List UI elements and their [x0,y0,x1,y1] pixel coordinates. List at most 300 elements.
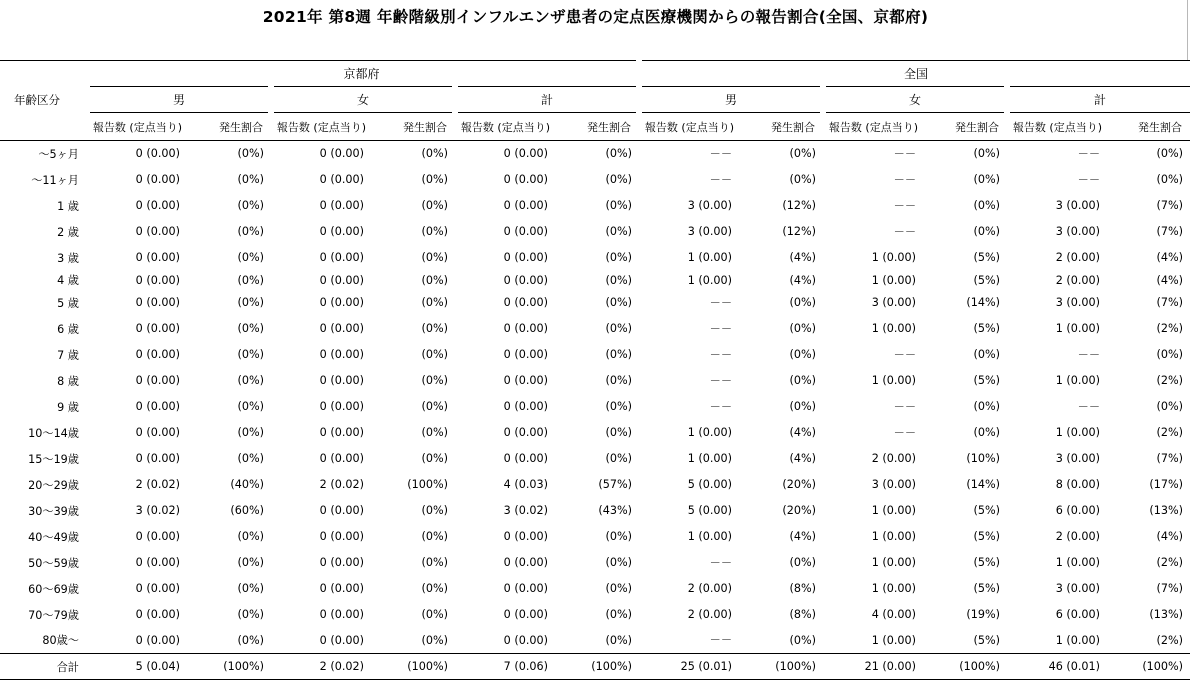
age-col-spacer [0,113,87,141]
report-count-cell: 0 (0.00) [135,556,180,569]
ratio-cell: (0%) [237,608,264,621]
ratio-cell: (19%) [966,608,1001,621]
report-count-cell: 0 (0.00) [503,530,548,543]
ratio-cell: (0%) [605,582,633,595]
table-row [0,193,1190,219]
ratio-cell: (100%) [1104,654,1190,680]
report-count-cell: 2 (0.02) [135,478,180,491]
report-count-cell: 1 (0.00) [871,273,917,287]
ratio-cell: (0%) [421,582,448,595]
report-count-cell: 1 (0.00) [871,582,917,595]
report-count-cell: 0 (0.00) [319,426,364,439]
report-count-cell: 0 (0.00) [503,556,548,569]
report-count-cell: 8 (0.00) [1055,478,1101,491]
report-count-cell: －－ [709,556,733,570]
ratio-cell: (0%) [237,322,264,335]
report-count-cell: 0 (0.00) [319,452,364,465]
report-count-cell: －－ [893,147,917,161]
report-count-cell: 1 (0.00) [871,530,917,543]
ratio-cell: (7%) [1156,582,1184,595]
ratio-cell: (20%) [782,478,817,491]
ratio-cell: (0%) [237,225,264,238]
ratio-cell: (0%) [605,225,633,238]
ratio-cell: (2%) [1156,426,1184,439]
ratio-cell: (0%) [973,225,1001,238]
table-row [0,141,1190,167]
national-female-header: 女 [823,87,1007,113]
age-group-label: 10〜14歳 [28,426,79,440]
ratio-cell: (4%) [789,452,817,465]
table-row [0,167,1190,193]
report-count-cell: 1 (0.00) [871,322,917,335]
ratio-col-header: 発生割合 [736,113,823,141]
ratio-cell: (0%) [421,147,448,161]
report-count-cell: 0 (0.00) [503,608,548,621]
report-count-cell: 0 (0.00) [319,199,364,212]
report-count-cell: 1 (0.00) [1055,426,1101,439]
report-count-cell: 3 (0.00) [687,199,733,212]
ratio-cell: (100%) [368,654,455,680]
report-count-cell: －－ [709,400,733,414]
report-count-cell: 0 (0.00) [319,173,364,186]
report-count-cell: －－ [893,400,917,414]
ratio-cell: (0%) [605,608,633,621]
ratio-cell: (0%) [237,633,264,647]
ratio-cell: (2%) [1156,556,1184,569]
ratio-cell: (0%) [237,273,264,287]
ratio-cell: (0%) [789,147,817,161]
frame-divider [1187,0,1188,60]
kyoto-male-header: 男 [87,87,271,113]
report-count-cell: －－ [709,348,733,362]
report-count-cell: 0 (0.00) [135,173,180,186]
reports-col-header: 報告数 (定点当り) [271,113,368,141]
report-count-cell: 3 (0.02) [503,504,548,517]
ratio-cell: (2%) [1156,633,1184,647]
header-row-columns [0,113,1190,141]
report-count-cell: 0 (0.00) [135,530,180,543]
ratio-cell: (0%) [237,251,264,264]
ratio-cell: (0%) [1156,147,1184,161]
ratio-cell: (40%) [230,478,264,491]
ratio-cell: (43%) [598,504,633,517]
ratio-cell: (0%) [421,225,448,238]
report-count-cell: 1 (0.00) [871,556,917,569]
ratio-cell: (0%) [973,199,1001,212]
reports-col-header: 報告数 (定点当り) [455,113,552,141]
ratio-cell: (0%) [789,296,817,309]
report-count-cell: －－ [1077,348,1101,362]
ratio-cell: (0%) [421,400,448,413]
ratio-cell: (0%) [237,426,264,439]
report-count-cell: 1 (0.00) [687,530,733,543]
age-group-label: 4 歳 [57,274,79,287]
reports-col-header: 報告数 (定点当り) [639,113,736,141]
age-group-label: 20〜29歳 [28,478,79,492]
report-count-cell: 0 (0.00) [319,582,364,595]
region-national-header: 全国 [639,61,1190,87]
report-count-cell: 7 (0.06) [455,654,552,680]
report-count-cell: －－ [709,173,733,187]
report-count-cell: 6 (0.00) [1055,608,1101,621]
report-count-cell: 0 (0.00) [319,374,364,387]
ratio-col-header: 発生割合 [552,113,639,141]
table-row [0,394,1190,420]
ratio-cell: (0%) [605,199,633,212]
ratio-cell: (100%) [736,654,823,680]
report-count-cell: 21 (0.00) [823,654,920,680]
report-count-cell: 0 (0.00) [503,374,548,387]
report-count-cell: 2 (0.02) [319,478,364,491]
table-row [0,550,1190,576]
ratio-cell: (0%) [605,633,633,647]
table-row [0,290,1190,316]
ratio-cell: (0%) [605,530,633,543]
ratio-cell: (0%) [973,348,1001,361]
report-count-cell: 0 (0.00) [135,199,180,212]
table-row [0,602,1190,628]
ratio-cell: (4%) [789,273,817,287]
report-count-cell: 1 (0.00) [1055,556,1101,569]
report-count-cell: －－ [709,374,733,388]
report-count-cell: 0 (0.00) [503,296,548,309]
report-count-cell: 0 (0.00) [319,322,364,335]
ratio-cell: (0%) [605,296,633,309]
report-count-cell: －－ [893,225,917,239]
report-count-cell: 1 (0.00) [687,251,733,264]
report-count-cell: 1 (0.00) [1055,322,1101,335]
table-row [0,524,1190,550]
report-count-cell: 2 (0.00) [1055,273,1101,287]
report-count-cell: 4 (0.03) [503,478,548,491]
ratio-cell: (2%) [1156,374,1184,387]
ratio-cell: (4%) [1156,530,1184,543]
report-count-cell: 0 (0.00) [135,296,180,309]
report-count-cell: 0 (0.00) [135,452,180,465]
ratio-col-header: 発生割合 [368,113,455,141]
reports-col-header: 報告数 (定点当り) [1007,113,1104,141]
ratio-cell: (5%) [973,556,1001,569]
ratio-cell: (5%) [973,633,1001,647]
ratio-cell: (0%) [237,199,264,212]
report-count-cell: 0 (0.00) [503,147,548,161]
report-count-cell: 1 (0.00) [1055,374,1101,387]
report-table [0,60,1190,680]
age-group-label: 50〜59歳 [28,556,79,570]
ratio-cell: (0%) [973,400,1001,413]
report-count-cell: 0 (0.00) [503,225,548,238]
ratio-cell: (5%) [973,251,1001,264]
report-count-cell: 0 (0.00) [135,225,180,238]
ratio-cell: (0%) [421,173,448,186]
table-row [0,420,1190,446]
ratio-cell: (5%) [973,530,1001,543]
table-row [0,342,1190,368]
report-count-cell: 0 (0.00) [319,504,364,517]
report-count-cell: 3 (0.00) [687,225,733,238]
ratio-cell: (0%) [237,400,264,413]
report-count-cell: 1 (0.00) [871,504,917,517]
report-count-cell: 2 (0.02) [271,654,368,680]
report-count-cell: －－ [893,173,917,187]
report-count-cell: －－ [1077,400,1101,414]
ratio-cell: (0%) [973,147,1001,161]
ratio-cell: (4%) [789,251,817,264]
ratio-cell: (0%) [421,348,448,361]
ratio-cell: (7%) [1156,296,1184,309]
ratio-cell: (0%) [237,556,264,569]
ratio-cell: (0%) [973,426,1001,439]
national-total-header: 計 [1007,87,1190,113]
ratio-cell: (13%) [1149,504,1184,517]
ratio-cell: (0%) [421,322,448,335]
report-count-cell: 0 (0.00) [319,225,364,238]
ratio-cell: (12%) [782,225,817,238]
ratio-cell: (8%) [789,582,817,595]
ratio-cell: (0%) [605,273,633,287]
report-count-cell: 0 (0.00) [135,582,180,595]
table-row [0,446,1190,472]
ratio-cell: (5%) [973,504,1001,517]
ratio-cell: (0%) [605,374,633,387]
age-group-label: 3 歳 [57,251,79,265]
report-count-cell: 46 (0.01) [1007,654,1104,680]
ratio-cell: (14%) [966,478,1001,491]
report-count-cell: 5 (0.04) [87,654,184,680]
ratio-cell: (0%) [605,322,633,335]
ratio-cell: (0%) [605,400,633,413]
ratio-cell: (8%) [789,608,817,621]
report-count-cell: 0 (0.00) [503,582,548,595]
report-count-cell: 0 (0.00) [319,348,364,361]
report-count-cell: 0 (0.00) [503,400,548,413]
report-count-cell: 0 (0.00) [135,374,180,387]
ratio-cell: (0%) [789,633,817,647]
ratio-cell: (0%) [789,173,817,186]
report-count-cell: 3 (0.00) [1055,225,1101,238]
ratio-cell: (7%) [1156,225,1184,238]
ratio-cell: (0%) [1156,173,1184,186]
table-row [0,576,1190,602]
report-count-cell: 0 (0.00) [319,296,364,309]
ratio-cell: (100%) [407,478,448,491]
ratio-cell: (13%) [1149,608,1184,621]
ratio-cell: (0%) [605,147,633,161]
report-count-cell: 0 (0.00) [503,251,548,264]
ratio-cell: (14%) [966,296,1001,309]
report-count-cell: 1 (0.00) [871,251,917,264]
ratio-cell: (0%) [421,556,448,569]
ratio-cell: (0%) [237,296,264,309]
ratio-cell: (7%) [1156,452,1184,465]
age-group-label: 〜11ヶ月 [31,173,79,187]
report-count-cell: 0 (0.00) [319,400,364,413]
report-count-cell: 3 (0.00) [1055,296,1101,309]
report-count-cell: 1 (0.00) [687,426,733,439]
report-count-cell: 2 (0.00) [687,582,733,595]
ratio-cell: (0%) [605,426,633,439]
report-count-cell: －－ [1077,173,1101,187]
report-count-cell: 0 (0.00) [135,348,180,361]
report-count-cell: 1 (0.00) [687,452,733,465]
report-count-cell: 2 (0.00) [1055,251,1101,264]
report-count-cell: 3 (0.00) [1055,199,1101,212]
report-count-cell: 0 (0.00) [319,530,364,543]
ratio-cell: (0%) [421,251,448,264]
ratio-cell: (0%) [421,199,448,212]
ratio-cell: (0%) [421,426,448,439]
report-count-cell: 0 (0.00) [503,426,548,439]
age-header-spacer [0,61,87,87]
report-count-cell: －－ [709,634,733,648]
age-group-label: 7 歳 [57,348,79,362]
ratio-cell: (100%) [552,654,639,680]
ratio-cell: (12%) [782,199,817,212]
report-count-cell: 2 (0.00) [1055,530,1101,543]
ratio-cell: (0%) [605,452,633,465]
ratio-cell: (0%) [789,374,817,387]
report-count-cell: 0 (0.00) [503,633,548,647]
report-count-cell: 2 (0.00) [871,452,917,465]
table-row [0,628,1190,654]
ratio-cell: (4%) [789,426,817,439]
age-group-label: 〜5ヶ月 [38,147,79,161]
table-row [0,472,1190,498]
report-count-cell: 3 (0.00) [1055,452,1101,465]
table-row [0,316,1190,342]
age-group-label: 5 歳 [57,296,79,310]
ratio-cell: (0%) [1156,400,1184,413]
ratio-cell: (0%) [237,530,264,543]
age-group-label: 40〜49歳 [28,530,79,544]
report-count-cell: －－ [1077,147,1101,161]
report-count-cell: 0 (0.00) [319,608,364,621]
ratio-cell: (0%) [605,348,633,361]
header-row-region [0,61,1190,87]
ratio-cell: (5%) [973,273,1001,287]
report-count-cell: 4 (0.00) [871,608,917,621]
report-count-cell: 0 (0.00) [503,452,548,465]
report-count-cell: －－ [709,296,733,310]
report-count-cell: 0 (0.00) [319,273,364,287]
ratio-cell: (0%) [421,530,448,543]
ratio-cell: (5%) [973,374,1001,387]
ratio-cell: (2%) [1156,322,1184,335]
report-count-cell: 0 (0.00) [135,633,180,647]
ratio-cell: (0%) [237,147,264,161]
report-count-cell: －－ [893,348,917,362]
region-kyoto-header: 京都府 [87,61,639,87]
report-count-cell: 0 (0.00) [503,173,548,186]
ratio-cell: (0%) [237,374,264,387]
report-count-cell: 0 (0.00) [319,633,364,647]
report-count-cell: 0 (0.00) [503,199,548,212]
total-row [0,654,1190,680]
ratio-col-header: 発生割合 [1104,113,1190,141]
kyoto-female-header: 女 [271,87,455,113]
report-count-cell: 3 (0.00) [871,296,917,309]
age-group-label: 合計 [0,654,87,680]
ratio-cell: (0%) [789,556,817,569]
report-count-cell: －－ [893,199,917,213]
report-count-cell: 6 (0.00) [1055,504,1101,517]
ratio-cell: (0%) [237,173,264,186]
report-count-cell: 0 (0.00) [135,147,180,161]
ratio-cell: (0%) [421,504,448,517]
reports-col-header: 報告数 (定点当り) [823,113,920,141]
report-count-cell: 5 (0.00) [687,504,733,517]
ratio-cell: (0%) [789,348,817,361]
ratio-cell: (0%) [421,608,448,621]
report-count-cell: 1 (0.00) [871,374,917,387]
ratio-cell: (0%) [237,582,264,595]
ratio-cell: (0%) [973,173,1001,186]
report-count-cell: 2 (0.00) [687,608,733,621]
report-count-cell: 0 (0.00) [319,556,364,569]
ratio-cell: (0%) [605,251,633,264]
report-count-cell: －－ [893,426,917,440]
ratio-cell: (4%) [1156,251,1184,264]
reports-col-header: 報告数 (定点当り) [87,113,184,141]
ratio-cell: (0%) [789,322,817,335]
ratio-cell: (17%) [1149,478,1184,491]
report-count-cell: 3 (0.02) [135,504,180,517]
age-group-label: 80歳〜 [42,634,79,648]
report-count-cell: 3 (0.00) [871,478,917,491]
table-row [0,368,1190,394]
age-group-label: 2 歳 [57,225,79,239]
age-group-label: 70〜79歳 [28,608,79,622]
ratio-cell: (0%) [605,556,633,569]
ratio-cell: (5%) [973,322,1001,335]
age-group-label: 30〜39歳 [28,504,79,518]
page-title: 2021年 第8週 年齢階級別インフルエンザ患者の定点医療機関からの報告割合(全国、京都府) [262,8,929,26]
report-count-cell: 1 (0.00) [1055,633,1101,647]
report-count-cell: 0 (0.00) [319,251,364,264]
ratio-cell: (4%) [789,530,817,543]
kyoto-total-header: 計 [455,87,639,113]
report-count-cell: 5 (0.00) [687,478,733,491]
ratio-cell: (0%) [1156,348,1184,361]
report-count-cell: 1 (0.00) [687,273,733,287]
age-group-label: 6 歳 [57,322,79,336]
ratio-cell: (0%) [421,296,448,309]
report-count-cell: 0 (0.00) [135,400,180,413]
age-group-label: 15〜19歳 [28,452,79,466]
age-header: 年齢区分 [14,92,60,107]
table-row [0,271,1190,290]
table-row [0,245,1190,271]
report-count-cell: －－ [709,322,733,336]
ratio-cell: (10%) [966,452,1001,465]
ratio-cell: (7%) [1156,199,1184,212]
ratio-cell: (0%) [605,173,633,186]
ratio-cell: (60%) [230,504,264,517]
ratio-cell: (0%) [421,633,448,647]
report-count-cell: 0 (0.00) [503,273,548,287]
ratio-cell: (0%) [237,348,264,361]
ratio-cell: (20%) [782,504,817,517]
header-row-sex [0,87,1190,113]
report-count-cell: 0 (0.00) [503,322,548,335]
table-row [0,219,1190,245]
report-count-cell: －－ [709,147,733,161]
age-group-label: 9 歳 [57,400,79,414]
ratio-cell: (100%) [184,654,271,680]
report-count-cell: 0 (0.00) [135,273,180,287]
report-count-cell: 0 (0.00) [319,147,364,161]
national-male-header: 男 [639,87,823,113]
